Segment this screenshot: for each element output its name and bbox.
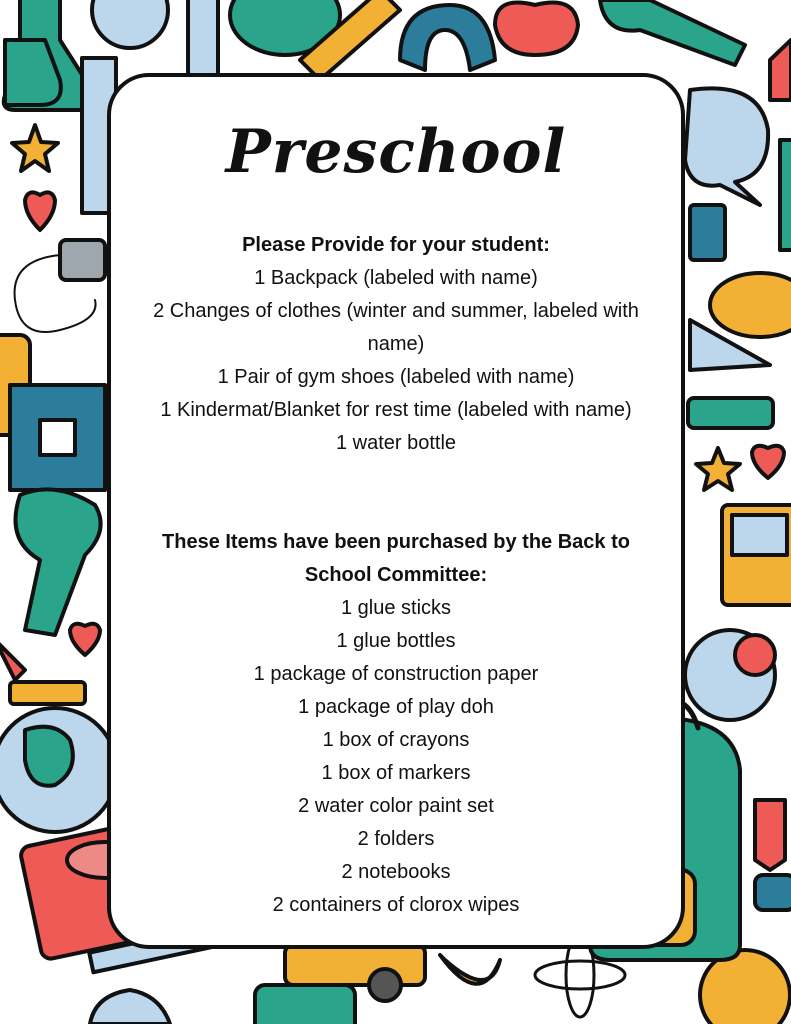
calculator-right-icon (780, 140, 791, 250)
purchased-heading: These Items have been purchased by the Back to School Committee: (162, 531, 630, 586)
heart-small-icon (70, 624, 100, 655)
marker-icon (688, 398, 773, 428)
list-item: 1 box of crayons (322, 729, 470, 751)
list-item: 1 package of construction paper (253, 663, 539, 685)
provide-section (111, 229, 681, 460)
calculator-bottom-icon (255, 985, 355, 1024)
flask-green-icon (16, 489, 101, 635)
bus-icon (285, 945, 425, 985)
list-item: 2 Changes of clothes (winter and summer, labeled with name) (153, 300, 639, 355)
star-right-icon (696, 448, 740, 490)
atom-icon (535, 961, 625, 989)
speech-bubble-icon (685, 88, 768, 205)
globe-stand-icon (10, 682, 85, 704)
scissors-icon (755, 875, 791, 910)
supply-list-card (107, 73, 685, 949)
microscope-icon (400, 5, 495, 70)
banana-icon (440, 955, 500, 984)
heart-icon (25, 192, 55, 230)
purchased-section (111, 526, 681, 922)
list-item: 1 Pair of gym shoes (labeled with name) (217, 366, 575, 388)
football-icon (710, 273, 791, 337)
list-item: 1 Kindermat/Blanket for rest time (labeled with name) (160, 399, 632, 421)
apple-icon (495, 3, 578, 56)
test-tube-icon (600, 0, 745, 65)
list-item: 1 water bottle (335, 432, 457, 454)
list-item: 1 package of play doh (298, 696, 494, 718)
list-item: 2 containers of clorox wipes (272, 894, 520, 916)
list-item: 2 water color paint set (298, 795, 494, 817)
pen-tip-icon (0, 640, 25, 680)
list-item: 1 box of markers (321, 762, 471, 784)
abacus-screen-icon (732, 515, 787, 555)
crayon-right-icon (755, 800, 785, 870)
globe-land-icon (25, 727, 73, 786)
bus-wheel-icon (369, 969, 401, 1001)
page-title: Preschool (225, 117, 567, 187)
list-item: 2 notebooks (341, 861, 451, 883)
list-item: 1 glue sticks (340, 597, 452, 619)
list-item: 1 glue bottles (336, 630, 456, 652)
binder-clip-icon (690, 205, 725, 260)
house-icon (770, 40, 791, 100)
mouse-icon (60, 240, 105, 280)
list-item: 1 Backpack (labeled with name) (254, 267, 538, 289)
list-item: 2 folders (357, 828, 435, 850)
pencil-icon (188, 0, 218, 80)
heart-right-icon (752, 446, 784, 478)
flask-bottom-icon (90, 990, 170, 1024)
clock-icon (92, 0, 168, 48)
provide-heading: Please Provide for your student: (242, 234, 550, 256)
set-square-icon (10, 385, 105, 490)
star-icon (12, 125, 58, 171)
alarm-bell-icon (735, 635, 775, 675)
